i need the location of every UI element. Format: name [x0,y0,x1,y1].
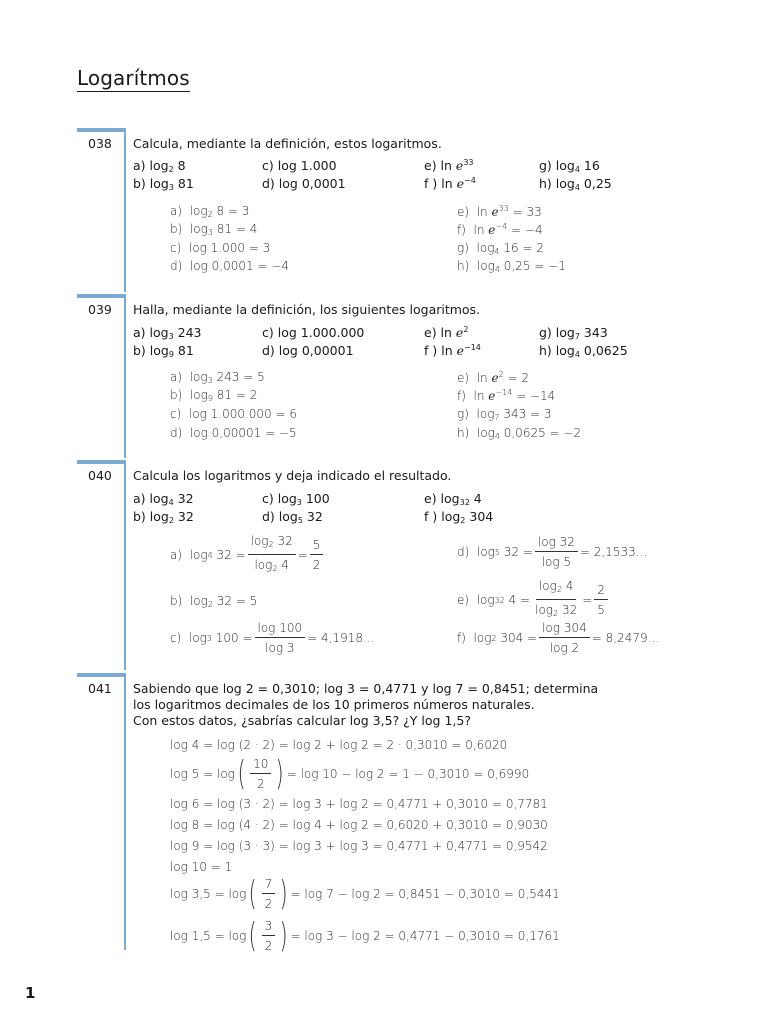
fraction: $\frac{5}{2}$ [310,537,324,573]
fraction: $\frac{7}{2}$ [262,876,276,912]
exercise-statement: Halla, mediante la definición, los siguientes logaritmos. [133,302,481,317]
exercise-statement: Calcula, mediante la definición, estos logaritmos. [133,136,442,151]
section-rule [77,460,126,464]
section-bar [124,673,126,950]
fraction: $\frac{\log 100}{\log 3}$ [255,620,306,656]
exercise-statement: Calcula los logaritmos y deja indicado el resultado. [133,468,452,483]
fraction: $\frac{10}{2}$ [250,756,271,792]
exercise-number: 038 [88,136,112,151]
page-number: 1 [25,984,36,1002]
fraction: $\frac{\log_2 32}{\log_2 4}$ [248,533,296,577]
section-rule [77,294,126,298]
section-rule [77,128,126,132]
exercise-number: 041 [88,681,112,696]
fraction: $\frac{2}{5}$ [594,582,608,618]
section-bar [124,460,126,670]
section-rule [77,673,126,677]
fraction: $\frac{\log 304}{\log 2}$ [539,620,590,656]
fraction: $\frac{3}{2}$ [262,918,276,954]
section-bar [124,294,126,458]
section-bar [124,128,126,292]
page-title: Logarítmos [77,66,190,90]
exercise-number: 040 [88,468,112,483]
fraction: $\frac{\log_2 4}{\log_2 32}$ [535,579,578,618]
fraction: $\frac{\log 32}{\log 5}$ [535,534,578,570]
exercise-number: 039 [88,302,112,317]
exercise-statement: Sabiendo que log 2 = 0,3010; log 3 = 0,4771 y log 7 = 0,8451; determina los logaritmos decimales de los 10 primeros números naturales. Con estos datos, ¿sabrías calcular log 3,5? ¿Y log 1,5? [133,681,599,728]
